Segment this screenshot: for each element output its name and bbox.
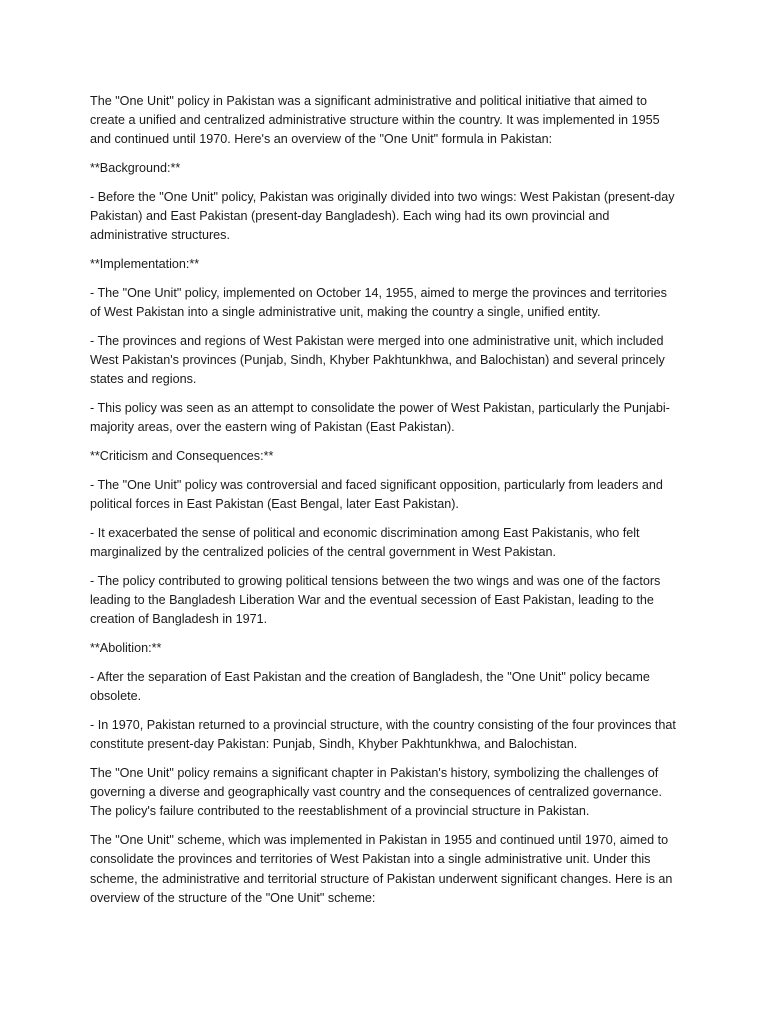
criticism-point-2: - It exacerbated the sense of political and economic discrimination among East Pakistanis, who felt marginalized by the centralized policies of the central government in West Pakistan.	[90, 526, 640, 560]
section-heading-criticism: **Criticism and Consequences:**	[90, 449, 274, 464]
section-heading-background: **Background:**	[90, 161, 181, 176]
document-page	[90, 92, 680, 918]
abolition-point-2: - In 1970, Pakistan returned to a provincial structure, with the country consisting of the four provinces that constitute present-day Pakistan: Punjab, Sindh, Khyber Pakhtunkhwa, and Balochistan.	[90, 718, 676, 752]
abolition-point-1: - After the separation of East Pakistan and the creation of Bangladesh, the "One Unit" policy became obsolete.	[90, 670, 650, 704]
criticism-point-1: - The "One Unit" policy was controversial and faced significant opposition, particularly from leaders and political forces in East Pakistan (East Bengal, later East Pakistan).	[90, 478, 663, 512]
intro-paragraph: The "One Unit" policy in Pakistan was a significant administrative and political initiative that aimed to create a unified and centralized administrative structure within the country. It was implemented in 1955 and continued until 1970. Here's an overview of the "One Unit" formula in Pakistan:	[90, 94, 660, 147]
section-heading-abolition: **Abolition:**	[90, 641, 162, 656]
implementation-point-1: - The "One Unit" policy, implemented on October 14, 1955, aimed to merge the provinces and territories of West Pakistan into a single administrative unit, making the country a single, unified entity.	[90, 286, 667, 320]
section-heading-implementation: **Implementation:**	[90, 257, 200, 272]
background-point: - Before the "One Unit" policy, Pakistan was originally divided into two wings: West Pakistan (present-day Pakistan) and East Pakistan (present-day Bangladesh). Each wing had its own provincial and administrative structures.	[90, 190, 675, 243]
implementation-point-3: - This policy was seen as an attempt to consolidate the power of West Pakistan, particularly the Punjabi-majority areas, over the eastern wing of Pakistan (East Pakistan).	[90, 401, 670, 435]
criticism-point-3: - The policy contributed to growing political tensions between the two wings and was one of the factors leading to the Bangladesh Liberation War and the eventual secession of East Pakistan, leading to the creation of Bangladesh in 1971.	[90, 574, 661, 627]
implementation-point-2: - The provinces and regions of West Pakistan were merged into one administrative unit, which included West Pakistan's provinces (Punjab, Sindh, Khyber Pakhtunkhwa, and Balochistan) and several princely states and regions.	[90, 334, 665, 387]
scheme-overview-paragraph: The "One Unit" scheme, which was implemented in Pakistan in 1955 and continued until 1970, aimed to consolidate the provinces and territories of West Pakistan into a single administrative unit. Under this scheme, the administrative and territorial structure of Pakistan underwent significant changes. Here is an overview of the structure of the "One Unit" scheme:	[90, 833, 673, 905]
conclusion-paragraph: The "One Unit" policy remains a significant chapter in Pakistan's history, symbolizing the challenges of governing a diverse and geographically vast country and the consequences of centralized governance. The policy's failure contributed to the reestablishment of a provincial structure in Pakistan.	[90, 766, 662, 819]
